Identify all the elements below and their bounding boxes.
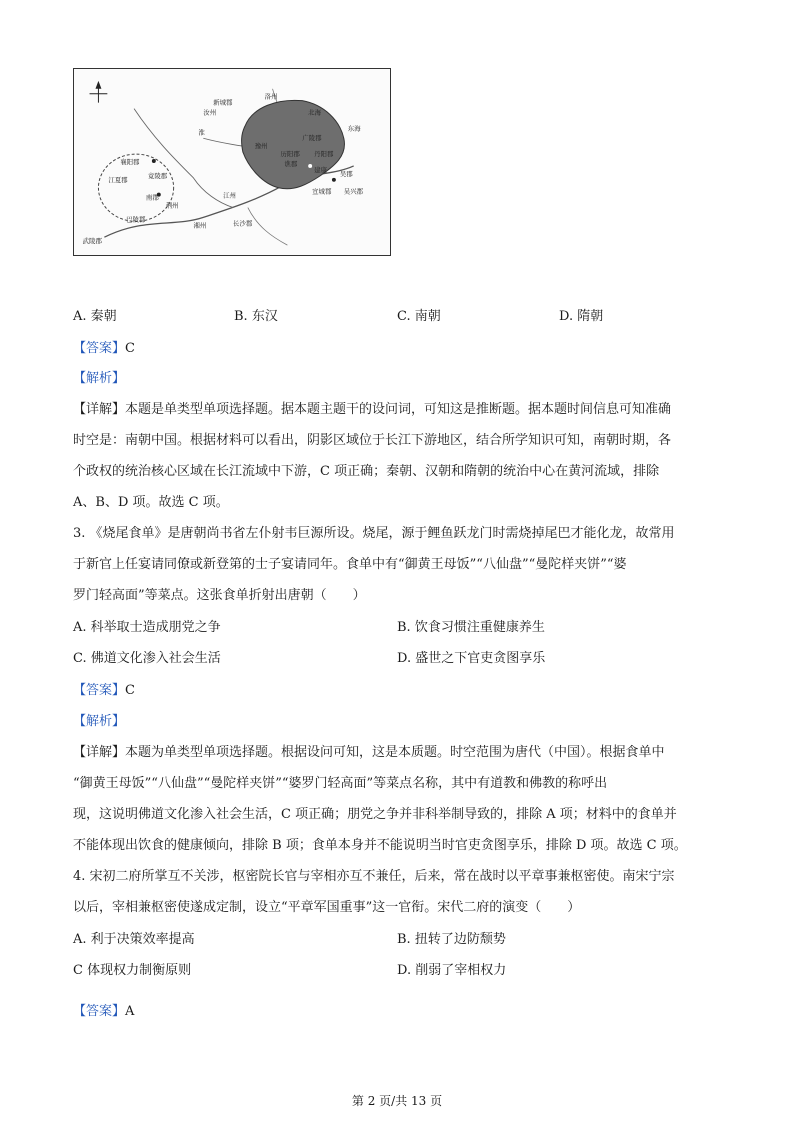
q3-detail-line: 现，这说明佛道文化渗入社会生活，C 项正确；朋党之争并非科举制导致的，排除 A 项；材料中的食单并 — [73, 807, 677, 822]
compass-icon — [90, 81, 108, 103]
historical-map — [73, 68, 391, 256]
map-label: 长沙郡 — [232, 219, 253, 228]
map-label: 荆州 — [165, 201, 179, 210]
q3-option-b: B. 饮食习惯注重健康养生 — [397, 620, 545, 635]
q4-option-b: B. 扭转了边防颓势 — [397, 932, 506, 947]
page-footer: 第 2 页/共 13 页 — [351, 1094, 443, 1108]
map-label: 巴陵郡 — [126, 215, 146, 224]
map-label: 汝州 — [203, 108, 217, 117]
map-label: 丹阳郡 — [314, 150, 334, 159]
q2-answer: 【答案】C — [73, 341, 135, 356]
map-label: 新城郡 — [213, 98, 233, 107]
map-label: 竟陵郡 — [147, 171, 168, 180]
q3-detail-line: 不能体现出饮食的健康倾向，排除 B 项；食单本身并不能说明当时官吏贪图享乐，排除 D 项。故选 C 项。 — [73, 838, 687, 853]
q3-analysis-tag: 【解析】 — [73, 714, 126, 729]
q3-detail-line: “御黄王母饭”“八仙盘”“曼陀样夹饼”“婆罗门轻高面”等菜点名称，其中有道教和佛教的称呼出 — [73, 776, 608, 791]
map-label: 洛州 — [264, 92, 278, 101]
q3-stem-line: 于新官上任宴请同僚或新登第的士子宴请同年。食单中有“御黄王母饭”“八仙盘”“曼陀样夹饼”“婆 — [73, 557, 627, 572]
map-label: 襄阳郡 — [120, 157, 140, 166]
q3-stem-line: 3. 《烧尾食单》是唐朝尚书省左仆射韦巨源所设。烧尾，源于鲤鱼跃龙门时需烧掉尾巴才能化龙，故常用 — [73, 526, 675, 541]
q3-option-c: C. 佛道文化渗入社会生活 — [73, 651, 221, 666]
q3-stem-line: 罗门轻高面”等菜点。这张食单折射出唐朝（ ） — [73, 588, 366, 603]
q3-detail-line: 【详解】本题为单类型单项选择题。根据设问可知，这是本质题。时空范围为唐代（中国）。根据食单中 — [73, 745, 665, 760]
map-label: 吴郡 — [339, 169, 353, 178]
q4-option-d: D. 削弱了宰相权力 — [397, 963, 507, 978]
q4-stem-line: 4. 宋初二府所掌互不关涉，枢密院长官与宰相亦互不兼任，后来，常在战时以平章事兼枢密使。南宋宁宗 — [73, 869, 675, 884]
map-label: 南郡 — [145, 193, 159, 202]
q2-option-a: A. 秦朝 — [73, 309, 117, 324]
map-label: 东海 — [347, 124, 361, 133]
q4-answer: 【答案】A — [73, 1004, 135, 1019]
q2-option-c: C. 南朝 — [397, 309, 441, 324]
map-label: 建康 — [314, 165, 327, 174]
q2-option-d: D. 隋朝 — [559, 309, 604, 324]
q2-detail-line: 个政权的统治核心区域在长江流域中下游，C 项正确；秦朝、汉朝和隋朝的统治中心在黄河流域，排除 — [73, 464, 660, 479]
q2-option-b: B. 东汉 — [234, 309, 278, 324]
map-graphic — [74, 69, 390, 255]
q2-detail-line: 时空是：南朝中国。根据材料可以看出，阴影区域位于长江下游地区，结合所学知识可知，南朝时期，各 — [73, 433, 672, 448]
map-label: 广陵郡 — [302, 134, 322, 143]
q3-answer: 【答案】C — [73, 683, 135, 698]
q4-option-c: C 体现权力制衡原则 — [73, 963, 192, 978]
q2-analysis-tag: 【解析】 — [73, 371, 126, 386]
map-label: 淮 — [198, 128, 205, 137]
map-label: 江州 — [223, 191, 236, 200]
map-label: 豫州 — [254, 142, 268, 151]
map-label: 宣城郡 — [312, 187, 332, 196]
q4-stem-line: 以后，宰相兼枢密使遂成定制，设立“平章军国重事”这一官衔。宋代二府的演变（ ） — [73, 900, 581, 915]
q2-detail-line: A、B、D 项。故选 C 项。 — [73, 495, 229, 510]
q3-option-d: D. 盛世之下官吏贪图享乐 — [397, 651, 546, 666]
q3-option-a: A. 科举取士造成朋党之争 — [73, 620, 221, 635]
q4-option-a: A. 利于决策效率提高 — [73, 932, 195, 947]
map-label: 谯郡 — [284, 159, 298, 168]
map-label: 武陵郡 — [82, 237, 102, 246]
q2-detail-line: 【详解】本题是单类型单项选择题。据本题主题干的设问词，可知这是推断题。据本题时间信息可知准确 — [73, 402, 672, 417]
map-label: 江夏郡 — [108, 175, 128, 184]
map-label: 历阳郡 — [280, 150, 300, 159]
map-label: 北海 — [308, 108, 322, 117]
map-label: 湘州 — [193, 221, 207, 230]
map-label: 吴兴郡 — [343, 187, 364, 196]
